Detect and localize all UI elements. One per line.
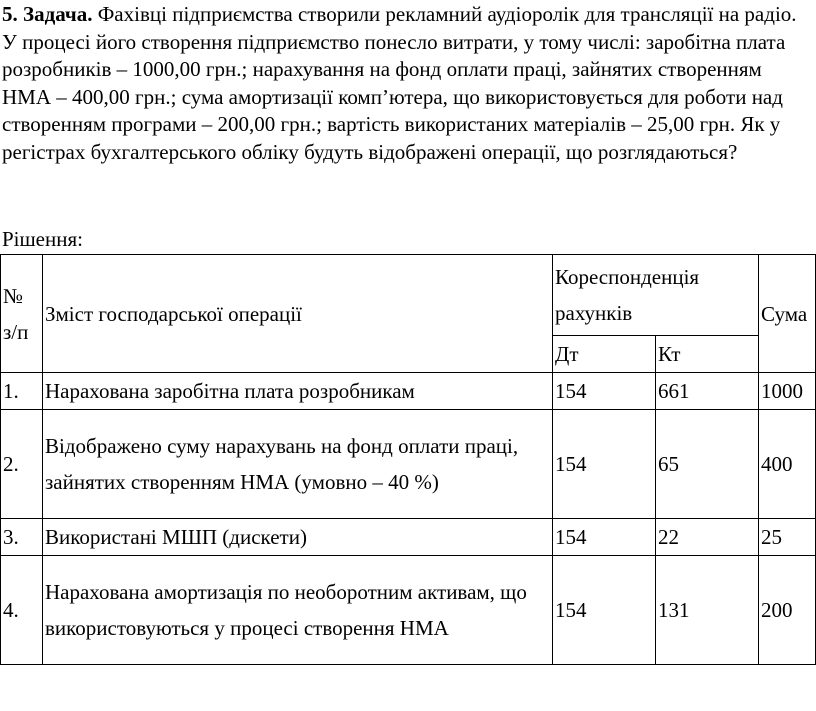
- row-content: Нарахована заробітна плата розробникам: [43, 373, 553, 410]
- problem-number: 5. Задача.: [2, 2, 93, 26]
- operations-table: [0, 254, 816, 665]
- header-num: № з/п: [1, 255, 43, 373]
- table-row: [1, 519, 816, 556]
- row-content: Нарахована амортизація по необоротним активам, що використовуються у процесі створення НМА: [43, 556, 553, 665]
- row-debit: 154: [553, 556, 656, 665]
- table-header-row: [1, 255, 816, 336]
- table-row: [1, 373, 816, 410]
- row-content: Використані МШП (дискети): [43, 519, 553, 556]
- problem-text: [2, 1, 814, 166]
- row-sum: 400: [759, 410, 816, 519]
- row-num: 4.: [1, 556, 43, 665]
- row-credit: 65: [656, 410, 759, 519]
- table-row: [1, 556, 816, 665]
- row-credit: 661: [656, 373, 759, 410]
- header-content: Зміст господарської операції: [43, 255, 553, 373]
- row-sum: 200: [759, 556, 816, 665]
- row-num: 2.: [1, 410, 43, 519]
- header-debit: Дт: [553, 336, 656, 373]
- header-sum: Сума: [759, 255, 816, 373]
- row-sum: 1000: [759, 373, 816, 410]
- row-credit: 22: [656, 519, 759, 556]
- problem-body: Фахівці підприємства створили рекламний аудіоролік для трансляції на радіо. У процесі його створення підприємство понесло витрати, у тому числі: заробітна плата розробників – 1000,00 грн.; нарахування на фонд оплати праці, зайнятих створенням НМА – 400,00 грн.; сума амортизації комп’ютера, що використовується для роботи над створенням програми – 200,00 грн.; вартість використаних матеріалів – 25,00 грн. Як у регістрах бухгалтерського обліку будуть відображені операції, що розглядаються?: [2, 2, 797, 164]
- row-num: 1.: [1, 373, 43, 410]
- header-correspondence: Кореспонденція рахунків: [553, 255, 759, 336]
- row-content: Відображено суму нарахувань на фонд оплати праці, зайнятих створенням НМА (умовно – 40 %): [43, 410, 553, 519]
- row-sum: 25: [759, 519, 816, 556]
- table-row: [1, 410, 816, 519]
- row-credit: 131: [656, 556, 759, 665]
- row-debit: 154: [553, 519, 656, 556]
- row-debit: 154: [553, 373, 656, 410]
- row-debit: 154: [553, 410, 656, 519]
- solution-label: Рішення:: [2, 227, 83, 251]
- header-credit: Кт: [656, 336, 759, 373]
- row-num: 3.: [1, 519, 43, 556]
